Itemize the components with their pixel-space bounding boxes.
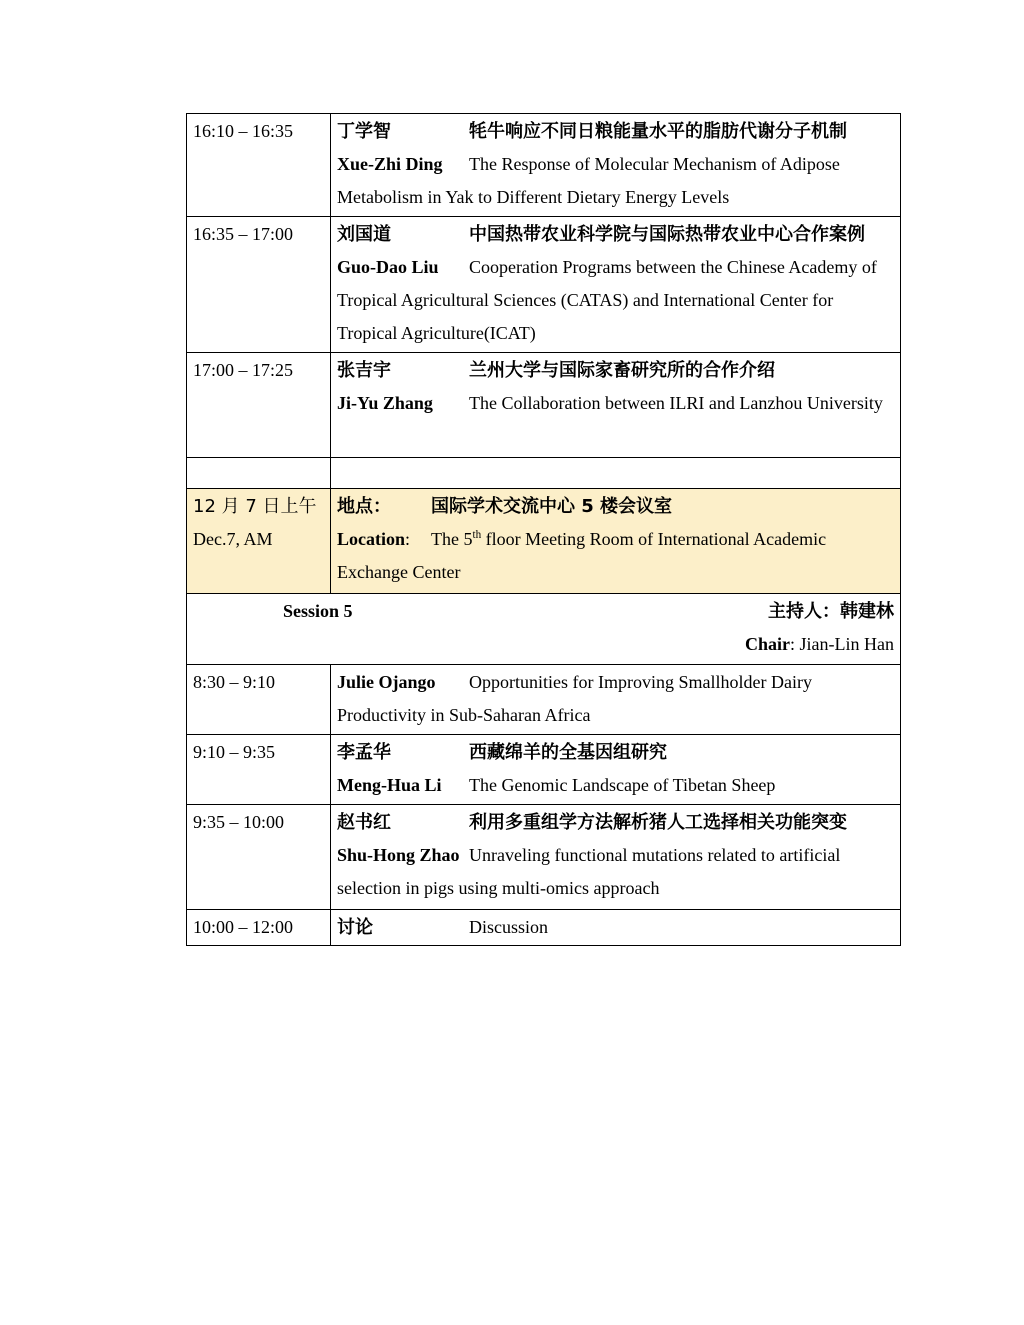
talk-title-en: The Genomic Landscape of Tibetan Sheep [469, 775, 776, 795]
empty-cell [331, 458, 901, 489]
talk-cell [331, 910, 901, 946]
session-item-zh: 讨论 [337, 917, 373, 938]
speaker-name-zh: 赵书红 [337, 812, 391, 833]
session-title: Session 5 [283, 601, 353, 621]
talk-cell [331, 353, 901, 458]
date-en: Dec.7, AM [193, 529, 273, 549]
speaker-name-en: Shu-Hong Zhao [337, 845, 460, 865]
talk-line [337, 911, 894, 944]
talk-para-en [337, 251, 894, 350]
speaker-name-en: Xue-Zhi Ding [337, 154, 443, 174]
ordinal-superscript: th [472, 529, 482, 541]
date-zh: 12 月 7 日上午 [193, 496, 317, 517]
session-line [193, 595, 894, 628]
talk-title-en: Opportunities for Improving Smallholder Dairy Productivity in Sub-Saharan Africa [337, 672, 812, 725]
talk-cell [331, 665, 901, 735]
session-item-en: Discussion [469, 917, 549, 937]
time-cell: 10:00 – 12:00 [187, 910, 331, 946]
talk-title-zh: 中国热带农业科学院与国际热带农业中心合作案例 [469, 224, 865, 245]
time-cell: 16:10 – 16:35 [187, 114, 331, 217]
speaker-name-en: Meng-Hua Li [337, 775, 442, 795]
date-cell [187, 489, 331, 594]
talk-line-zh [337, 354, 894, 387]
talk-line-zh [337, 115, 894, 148]
talk-para-en [337, 148, 894, 214]
talk-line-zh [337, 806, 894, 839]
schedule-table [186, 113, 901, 946]
location-line-zh [337, 490, 894, 523]
talk-title-zh: 利用多重组学方法解析猪人工选择相关功能突变 [469, 812, 847, 833]
location-label-zh: 地点： [337, 496, 391, 517]
talk-para-en [337, 387, 894, 420]
talk-para-en [337, 769, 894, 802]
talk-title-zh: 兰州大学与国际家畜研究所的合作介绍 [469, 360, 775, 381]
talk-title-en: Unraveling functional mutations related to artificial selection in pigs using multi-omics approach [337, 845, 841, 898]
table-row [187, 114, 901, 217]
talk-cell [331, 805, 901, 910]
talk-line-zh [337, 736, 894, 769]
speaker-name-zh: 丁学智 [337, 121, 391, 142]
location-para-en [337, 523, 894, 589]
session-header-row [187, 594, 901, 665]
table-row [187, 735, 901, 805]
location-value-zh: 国际学术交流中心 5 楼会议室 [431, 496, 673, 517]
talk-para-en [337, 666, 894, 732]
speaker-name-zh: 张吉宇 [337, 360, 391, 381]
talk-cell [331, 114, 901, 217]
location-value-en: The 5th floor Meeting Room of International Academic Exchange Center [337, 529, 827, 582]
time-cell: 8:30 – 9:10 [187, 665, 331, 735]
table-row [187, 217, 901, 353]
time-cell: 17:00 – 17:25 [187, 353, 331, 458]
table-row [187, 805, 901, 910]
talk-title-zh: 西藏绵羊的全基因组研究 [469, 742, 667, 763]
empty-row [187, 458, 901, 489]
table-row [187, 910, 901, 946]
empty-cell [187, 458, 331, 489]
speaker-name-en: Ji-Yu Zhang [337, 393, 433, 413]
time-cell: 16:35 – 17:00 [187, 217, 331, 353]
talk-title-en: The Response of Molecular Mechanism of Adipose Metabolism in Yak to Different Dietary Energy Levels [337, 154, 840, 207]
talk-title-zh: 牦牛响应不同日粮能量水平的脂肪代谢分子机制 [469, 121, 847, 142]
table-row [187, 665, 901, 735]
speaker-name-en: Julie Ojango [337, 672, 436, 692]
talk-title-en: Cooperation Programs between the Chinese Academy of Tropical Agricultural Sciences (CATAS) and International Center for Tropical Agriculture(ICAT) [337, 257, 877, 343]
chair-name-en: : Jian-Lin Han [790, 634, 894, 654]
location-row [187, 489, 901, 594]
session-header-cell [187, 594, 901, 665]
chair-label-en: Chair [745, 634, 791, 654]
talk-cell [331, 217, 901, 353]
chair-label-zh: 主持人：韩建林 [768, 601, 894, 622]
time-cell: 9:10 – 9:35 [187, 735, 331, 805]
chair-line-en [193, 628, 894, 661]
talk-title-en: The Collaboration between ILRI and Lanzhou University [469, 393, 883, 413]
speaker-name-zh: 刘国道 [337, 224, 391, 245]
location-cell [331, 489, 901, 594]
speaker-name-zh: 李孟华 [337, 742, 391, 763]
location-label-en: Location: [337, 529, 411, 549]
talk-cell [331, 735, 901, 805]
speaker-name-en: Guo-Dao Liu [337, 257, 439, 277]
talk-para-en [337, 839, 894, 905]
time-cell: 9:35 – 10:00 [187, 805, 331, 910]
table-row [187, 353, 901, 458]
talk-line-zh [337, 218, 894, 251]
